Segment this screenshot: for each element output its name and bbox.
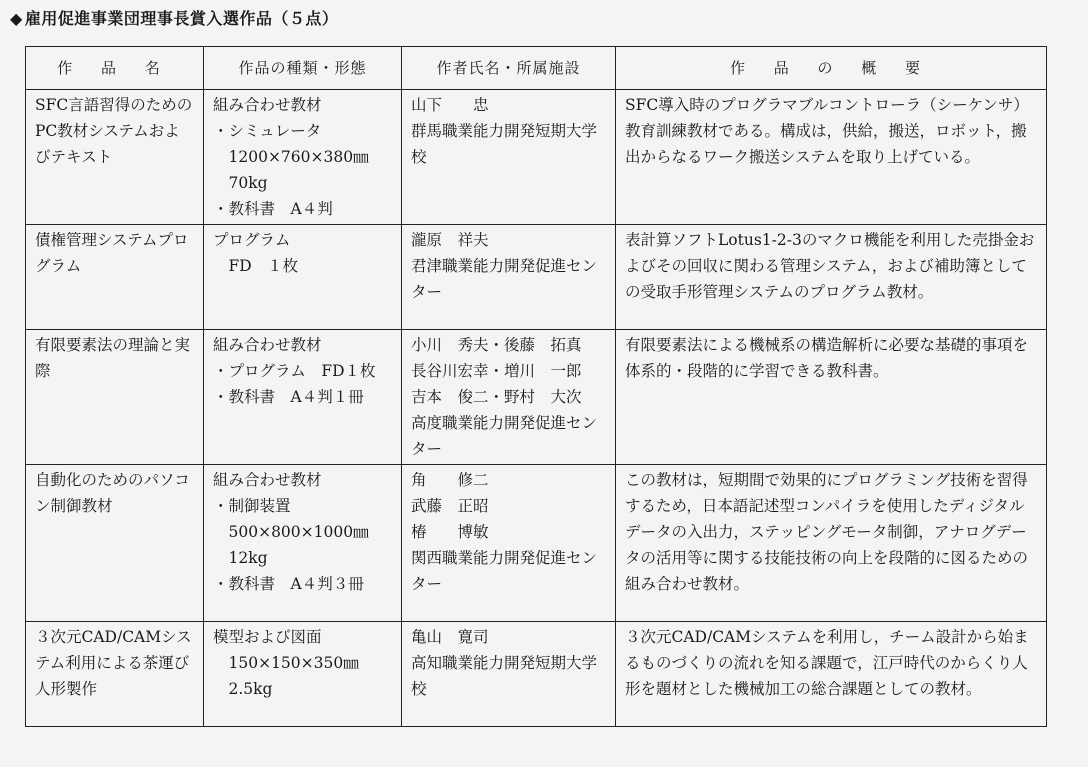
cell-work-name: 債権管理システムプログラム <box>26 225 204 330</box>
cell-work-type: 模型および図面 150×150×350㎜ 2.5kg <box>204 622 402 727</box>
header-work-type: 作品の種類・形態 <box>204 47 402 90</box>
table-row <box>26 330 1047 465</box>
table-row <box>26 465 1047 622</box>
cell-author: 亀山 寛司 高知職業能力開発短期大学校 <box>402 622 616 727</box>
page-heading <box>10 6 338 29</box>
header-summary: 作 品 の 概 要 <box>616 47 1047 90</box>
award-works-table <box>25 46 1047 727</box>
cell-summary: ３次元CAD/CAMシステムを利用し，チーム設計から始まるものづくりの流れを知る課題で，江戸時代のからくり人形を題材とした機械加工の総合課題としての教材。 <box>616 622 1047 727</box>
cell-work-type: 組み合わせ教材 ・プログラム FD１枚 ・教科書 A４判１冊 <box>204 330 402 465</box>
cell-summary: この教材は，短期間で効果的にプログラミング技術を習得するため，日本語記述型コンパイラを使用したディジタルデータの入出力，ステッピングモータ制御，アナログデータの活用等に関する技能技術の向上を段階的に図るための組み合わせ教材。 <box>616 465 1047 622</box>
table-row <box>26 225 1047 330</box>
cell-work-type: 組み合わせ教材 ・制御装置 500×800×1000㎜ 12kg ・教科書 A４判３冊 <box>204 465 402 622</box>
header-work-name: 作 品 名 <box>26 47 204 90</box>
cell-author: 角 修二 武藤 正昭 椿 博敏 関西職業能力開発促進センター <box>402 465 616 622</box>
cell-work-name: 自動化のためのパソコン制御教材 <box>26 465 204 622</box>
table-row <box>26 622 1047 727</box>
header-author: 作者氏名・所属施設 <box>402 47 616 90</box>
cell-author: 小川 秀夫・後藤 拓真 長谷川宏幸・増川 一郎 吉本 俊二・野村 大次 高度職業能力開発促進センター <box>402 330 616 465</box>
cell-work-name: SFC言語習得のためのPC教材システムおよびテキスト <box>26 90 204 225</box>
cell-work-name: ３次元CAD/CAMシステム利用による茶運び人形製作 <box>26 622 204 727</box>
cell-summary: 有限要素法による機械系の構造解析に必要な基礎的事項を体系的・段階的に学習できる教科書。 <box>616 330 1047 465</box>
cell-work-type: 組み合わせ教材 ・シミュレータ 1200×760×380㎜ 70kg ・教科書 A４判 <box>204 90 402 225</box>
table-header-row <box>26 47 1047 90</box>
table-row <box>26 90 1047 225</box>
heading-text: 雇用促進事業団理事長賞入選作品（５点） <box>24 9 339 28</box>
cell-summary: 表計算ソフトLotus1-2-3のマクロ機能を利用した売掛金およびその回収に関わる管理システム，および補助簿としての受取手形管理システムのプログラム教材。 <box>616 225 1047 330</box>
diamond-bullet-icon: ◆ <box>10 9 23 28</box>
cell-author: 山下 忠 群馬職業能力開発短期大学校 <box>402 90 616 225</box>
cell-author: 瀧原 祥夫 君津職業能力開発促進センター <box>402 225 616 330</box>
cell-summary: SFC導入時のプログラマブルコントローラ（シーケンサ）教育訓練教材である。構成は，供給，搬送，ロボット，搬出からなるワーク搬送システムを取り上げている。 <box>616 90 1047 225</box>
cell-work-type: プログラム FD １枚 <box>204 225 402 330</box>
cell-work-name: 有限要素法の理論と実際 <box>26 330 204 465</box>
